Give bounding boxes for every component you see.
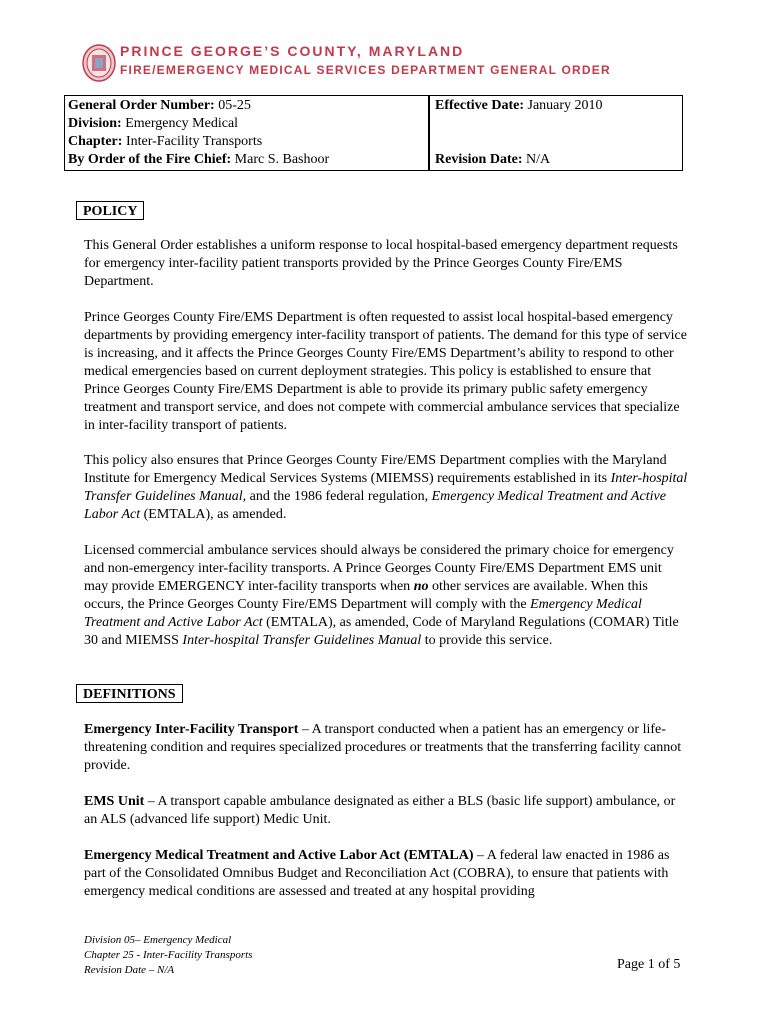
page-number: Page 1 of 5 xyxy=(617,957,681,972)
policy-paragraph-1: This General Order establishes a uniform response to local hospital-based emergency department requests for emergency inter-facility patient transports provided by the Prince Georges County Fire/EMS Department. xyxy=(84,238,678,289)
revision-date-row: Revision Date: N/A xyxy=(435,152,551,167)
policy-heading: POLICY xyxy=(76,201,144,220)
policy-paragraph-4: Licensed commercial ambulance services should always be considered the primary choice for emergency and non-emergency inter-facility transports. A Prince Georges County Fire/EMS Department EMS unit may provide EMERGENCY inter-facility transports when no other services are available. When this occurs, the Prince Georges County Fire/EMS Department will comply with the Emergency Medical Treatment and Active Labor Act (EMTALA), as amended, Code of Maryland Regulations (COMAR) Title 30 and MIEMSS Inter-hospital Transfer Guidelines Manual to provide this service. xyxy=(84,543,679,648)
page-footer xyxy=(84,933,252,978)
effective-date-row: Effective Date: January 2010 xyxy=(435,98,603,113)
by-order-row: By Order of the Fire Chief: Marc S. Bashoor xyxy=(68,152,330,167)
table-divider xyxy=(428,96,430,170)
footer-revision: Revision Date – N/A xyxy=(84,964,175,976)
chapter-row: Chapter: Inter-Facility Transports xyxy=(68,134,263,149)
definition-ems-unit: EMS Unit – A transport capable ambulance designated as either a BLS (basic life support) ambulance, or an ALS (advanced life support) Medic Unit. xyxy=(84,794,676,827)
division-row: Division: Emergency Medical xyxy=(68,116,239,131)
county-seal-logo xyxy=(82,44,116,82)
order-info-table xyxy=(64,95,683,171)
policy-paragraph-2: Prince Georges County Fire/EMS Department is often requested to assist local hospital-based emergency departments by providing emergency inter-facility transport of patients. The demand for this type of service is increasing, and it affects the Prince Georges County Fire/EMS Department’s ability to respond to other medical emergencies based on current deployment strategies. This policy is established to ensure that Prince Georges County Fire/EMS Department is able to provide its primary public safety emergency treatment and transport service, and does not compete with commercial ambulance services that specialize in inter-facility transport of patients. xyxy=(84,310,687,433)
footer-division: Division 05– Emergency Medical xyxy=(84,934,232,946)
definition-emtala: Emergency Medical Treatment and Active Labor Act (EMTALA) – A federal law enacted in 1986 as part of the Consolidated Omnibus Budget and Reconciliation Act (COBRA), to ensure that patients with emergency medical conditions are assessed and treated at any hospital providing xyxy=(84,848,670,899)
order-number-row: General Order Number: 05-25 xyxy=(68,98,251,113)
footer-chapter: Chapter 25 - Inter-Facility Transports xyxy=(84,949,253,961)
definitions-heading: DEFINITIONS xyxy=(76,684,183,703)
definition-emergency-transport: Emergency Inter-Facility Transport – A transport conducted when a patient has an emergency or life-threatening condition and requires specialized procedures or treatments that the transferring facility cannot provide. xyxy=(84,722,682,773)
department-title: FIRE/EMERGENCY MEDICAL SERVICES DEPARTMENT GENERAL ORDER xyxy=(120,63,611,77)
policy-paragraph-3: This policy also ensures that Prince Georges County Fire/EMS Department complies with the Maryland Institute for Emergency Medical Services Systems (MIEMSS) requirements established in its Inter-hospital Transfer Guidelines Manual, and the 1986 federal regulation, Emergency Medical Treatment and Active Labor Act (EMTALA), as amended. xyxy=(84,453,688,522)
county-title: PRINCE GEORGE’S COUNTY, MARYLAND xyxy=(120,43,465,59)
